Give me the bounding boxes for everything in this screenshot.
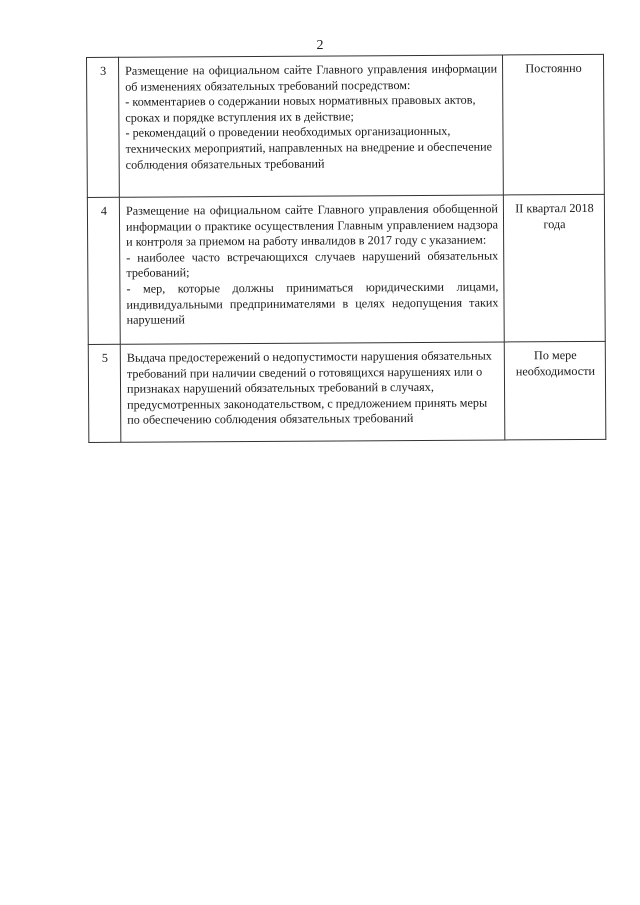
- row-number: 3: [87, 57, 120, 197]
- table-row: [87, 194, 605, 344]
- measure-text: Выдача предостережений о недопустимости нарушения обязательных требований при наличии сведений о готовящихся нарушениях или о признаках нарушений обязательных требований в случаях, предусмотренных законодательством, с предложением принять меры по обеспечению соблюдения обязательных требований: [126, 348, 492, 428]
- measure-intro: Размещение на официальном сайте Главного управления информации об изменениях обязательных требований посредством:: [125, 61, 498, 94]
- table-row: [88, 341, 606, 442]
- page-number: 2: [316, 38, 324, 53]
- measure-item: - наиболее часто встречающихся случаев нарушений обязательных требований;: [126, 248, 499, 281]
- measure-item: - комментариев о содержании новых нормативных правовых актов, сроках и порядке вступления их в действие;: [125, 92, 476, 125]
- measure-term: Постоянно: [502, 54, 604, 195]
- measure-item: - рекомендаций о проведении необходимых организационных, технических мероприятий, направленных на внедрение и обеспечение соблюдения обязательных требований: [125, 124, 493, 172]
- measure-description: [120, 342, 505, 442]
- measure-term: По мере необходимости: [504, 341, 606, 440]
- measure-term: II квартал 2018 года: [503, 194, 605, 342]
- row-number: 5: [88, 344, 121, 442]
- table-row: [87, 54, 605, 197]
- measures-table: [86, 54, 606, 443]
- measure-item: - мер, которые должны приниматься юридическими лицами, индивидуальными предпринимателями в целях недопущения таких нарушений: [126, 279, 499, 327]
- measure-description: [119, 55, 504, 197]
- row-number: 4: [87, 197, 120, 344]
- measure-description: [119, 195, 504, 344]
- measure-intro: Размещение на официальном сайте Главного управления обобщенной информации о практике осуществления Главным управлением надзора и контроля за приемом на работу инвалидов в 2017 году с указанием:: [125, 201, 499, 249]
